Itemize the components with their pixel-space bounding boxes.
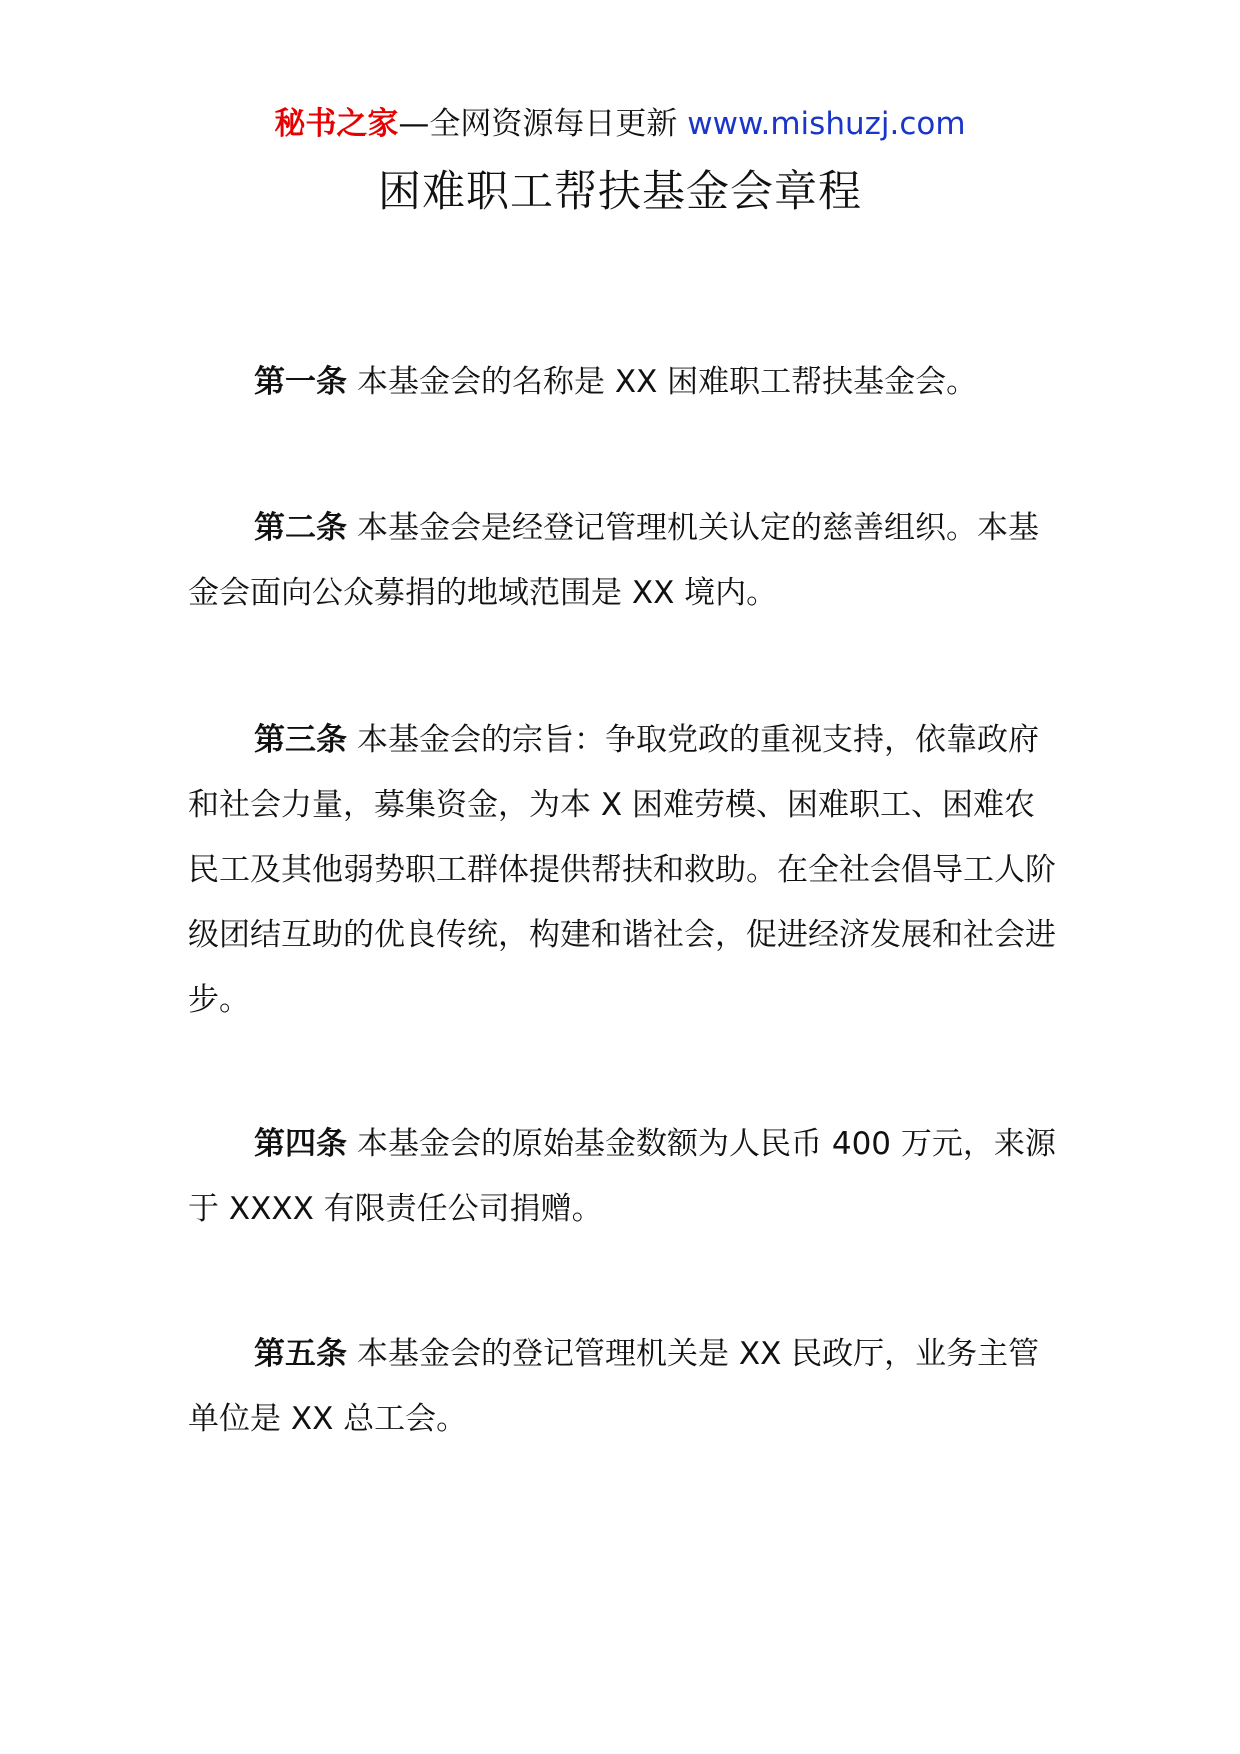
site-url-link[interactable]: www.mishuzj.com [687, 106, 966, 142]
article-2-label: 第二条 [254, 510, 347, 546]
site-header [0, 102, 1240, 146]
article-1-text: 本基金会的名称是 XX 困难职工帮扶基金会。 [357, 364, 978, 400]
article-2 [188, 496, 1058, 626]
article-2-text: 本基金会是经登记管理机关认定的慈善组织。本基金会面向公众募捐的地域范围是 XX 境内。 [188, 510, 1039, 611]
article-4 [188, 1112, 1058, 1242]
article-4-label: 第四条 [254, 1126, 347, 1162]
article-5-text: 本基金会的登记管理机关是 XX 民政厅，业务主管单位是 XX 总工会。 [188, 1336, 1040, 1437]
article-5-label: 第五条 [254, 1336, 347, 1372]
article-3-label: 第三条 [254, 722, 347, 758]
article-1 [188, 350, 1058, 415]
article-5 [188, 1322, 1058, 1452]
article-3-text: 本基金会的宗旨：争取党政的重视支持，依靠政府和社会力量，募集资金，为本 X 困难劳模、困难职工、困难农民工及其他弱势职工群体提供帮扶和救助。在全社会倡导工人阶级团结互助的优良传统，构建和谐社会，促进经济发展和社会进步。 [188, 722, 1056, 1018]
article-1-label: 第一条 [254, 364, 347, 400]
header-tagline: —全网资源每日更新 [398, 106, 688, 142]
article-4-text: 本基金会的原始基金数额为人民币 400 万元，来源于 XXXX 有限责任公司捐赠。 [188, 1126, 1056, 1227]
document-title: 困难职工帮扶基金会章程 [378, 167, 862, 217]
brand-name: 秘书之家 [274, 106, 399, 142]
article-3 [188, 708, 1058, 1033]
